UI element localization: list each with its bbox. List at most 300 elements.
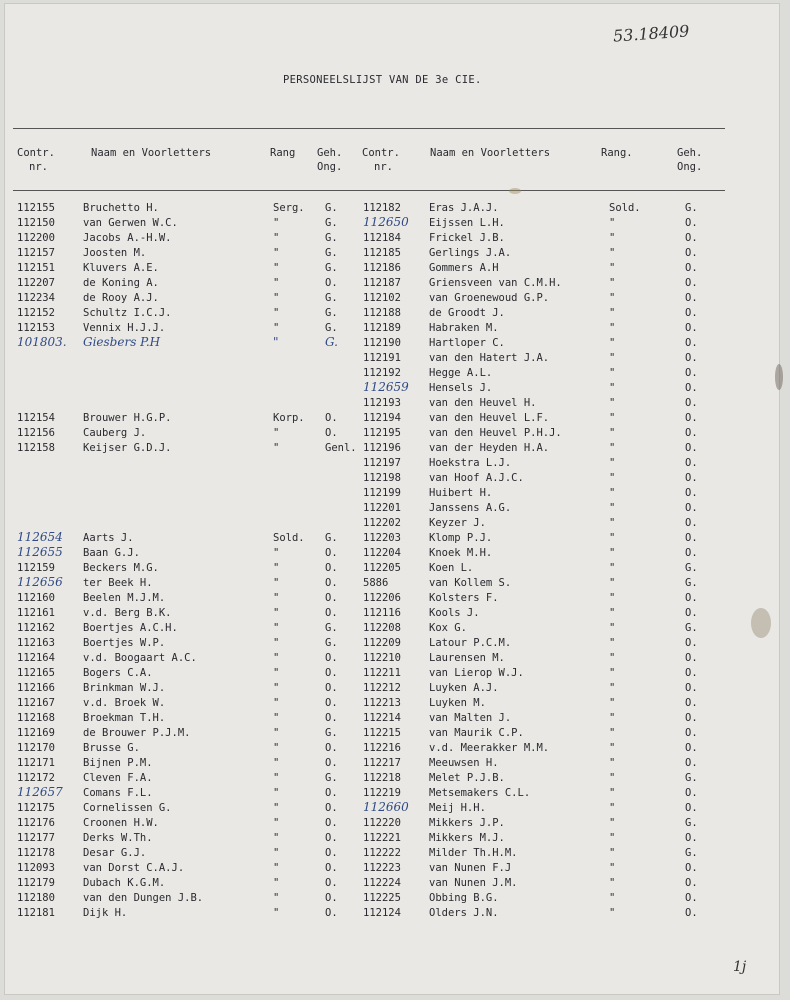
right-name: Kools J. [429, 607, 480, 619]
right-contr-nr: 112223 [363, 862, 401, 874]
right-contr-nr: 112215 [363, 727, 401, 739]
paper-stain [509, 188, 521, 194]
left-rank: " [273, 772, 280, 784]
right-rank: " [609, 382, 616, 394]
right-contr-nr: 112217 [363, 757, 401, 769]
left-contr-nr: 112151 [17, 262, 55, 274]
right-name: van Kollem S. [429, 577, 512, 589]
left-name: Beckers M.G. [83, 562, 159, 574]
left-marital-status: O. [325, 847, 338, 859]
left-marital-status: O. [325, 577, 338, 589]
right-contr-nr: 112208 [363, 622, 401, 634]
left-rank: " [273, 817, 280, 829]
left-name: Kluvers A.E. [83, 262, 159, 274]
left-rank: " [273, 547, 280, 559]
left-marital-status: G. [325, 292, 338, 304]
left-marital-status: O. [325, 427, 338, 439]
left-name: Cornelissen G. [83, 802, 172, 814]
right-contr-nr: 112184 [363, 232, 401, 244]
left-marital-status: O. [325, 892, 338, 904]
left-contr-nr: 112154 [17, 412, 55, 424]
left-contr-nr: 112156 [17, 427, 55, 439]
left-rank: " [273, 247, 280, 259]
left-contr-nr: 112176 [17, 817, 55, 829]
right-name: Hoekstra L.J. [429, 457, 512, 469]
left-marital-status: G. [325, 307, 338, 319]
left-contr-nr: 112169 [17, 727, 55, 739]
left-rank: " [273, 907, 280, 919]
left-name: van Gerwen W.C. [83, 217, 178, 229]
left-marital-status: O. [325, 832, 338, 844]
right-name: Luyken M. [429, 697, 486, 709]
right-marital-status: G. [685, 202, 698, 214]
left-name: Jacobs A.-H.W. [83, 232, 172, 244]
right-marital-status: G. [685, 772, 698, 784]
left-marital-status: G. [325, 322, 338, 334]
left-contr-nr: 112158 [17, 442, 55, 454]
right-marital-status: O. [685, 352, 698, 364]
right-contr-nr: 112194 [363, 412, 401, 424]
right-marital-status: O. [685, 337, 698, 349]
right-contr-nr: 112116 [363, 607, 401, 619]
left-rank: " [273, 232, 280, 244]
left-contr-nr: 112178 [17, 847, 55, 859]
right-marital-status: O. [685, 502, 698, 514]
left-name: Broekman T.H. [83, 712, 166, 724]
left-name: Bruchetto H. [83, 202, 159, 214]
left-rank: " [273, 217, 280, 229]
left-name: Cauberg J. [83, 427, 147, 439]
left-marital-status: O. [325, 547, 338, 559]
right-contr-nr: 112189 [363, 322, 401, 334]
left-contr-nr: 112157 [17, 247, 55, 259]
right-marital-status: G. [685, 817, 698, 829]
right-rank: " [609, 427, 616, 439]
right-name: Meij H.H. [429, 802, 486, 814]
right-marital-status: O. [685, 862, 698, 874]
right-rank: " [609, 877, 616, 889]
left-marital-status: O. [325, 412, 338, 424]
right-marital-status: O. [685, 367, 698, 379]
right-header-naam: Naam en Voorletters [430, 147, 551, 159]
left-name: Bogers C.A. [83, 667, 153, 679]
right-name: Gommers A.H [429, 262, 499, 274]
right-rank: " [609, 892, 616, 904]
right-rank: " [609, 487, 616, 499]
right-name: Laurensen M. [429, 652, 505, 664]
left-rank: " [273, 577, 280, 589]
right-name: Latour P.C.M. [429, 637, 512, 649]
left-marital-status: G. [325, 202, 338, 214]
right-rank: Sold. [609, 202, 641, 214]
right-rank: " [609, 772, 616, 784]
left-name: Boertjes A.C.H. [83, 622, 178, 634]
right-name: Habraken M. [429, 322, 499, 334]
right-name: van Lierop W.J. [429, 667, 524, 679]
left-rank: " [273, 847, 280, 859]
left-marital-status: O. [325, 652, 338, 664]
left-marital-status: G. [325, 247, 338, 259]
right-name: Huibert H. [429, 487, 493, 499]
left-contr-nr: 112161 [17, 607, 55, 619]
right-contr-nr: 112195 [363, 427, 401, 439]
left-contr-nr: 112159 [17, 562, 55, 574]
left-contr-nr: 112657 [17, 785, 63, 799]
right-rank: " [609, 802, 616, 814]
left-rank: " [273, 742, 280, 754]
archive-reference-note: 53.18409 [612, 21, 690, 46]
right-contr-nr: 112193 [363, 397, 401, 409]
right-contr-nr: 112203 [363, 532, 401, 544]
left-name: v.d. Boogaart A.C. [83, 652, 197, 664]
left-rank: " [273, 277, 280, 289]
right-marital-status: O. [685, 232, 698, 244]
right-rank: " [609, 262, 616, 274]
right-marital-status: O. [685, 742, 698, 754]
document-page [4, 3, 780, 995]
right-name: van Maurik C.P. [429, 727, 524, 739]
right-rank: " [609, 532, 616, 544]
left-marital-status: O. [325, 277, 338, 289]
right-marital-status: O. [685, 907, 698, 919]
right-contr-nr: 112220 [363, 817, 401, 829]
paper-stain [775, 364, 783, 390]
right-marital-status: O. [685, 607, 698, 619]
right-name: van den Heuvel L.F. [429, 412, 550, 424]
right-name: van Malten J. [429, 712, 512, 724]
left-name: Bijnen P.M. [83, 757, 153, 769]
left-name: Brouwer H.G.P. [83, 412, 172, 424]
left-marital-status: G. [325, 335, 338, 349]
left-rank: " [273, 667, 280, 679]
right-name: Hartloper C. [429, 337, 505, 349]
right-contr-nr: 112205 [363, 562, 401, 574]
right-contr-nr: 5886 [363, 577, 389, 589]
left-name: v.d. Broek W. [83, 697, 166, 709]
right-header-geh: Geh. Ong. [677, 147, 703, 173]
right-marital-status: O. [685, 592, 698, 604]
left-contr-nr: 112164 [17, 652, 55, 664]
left-marital-status: O. [325, 862, 338, 874]
right-rank: " [609, 412, 616, 424]
right-contr-nr: 112650 [363, 215, 409, 229]
left-name: Vennix H.J.J. [83, 322, 166, 334]
right-name: Griensveen van C.M.H. [429, 277, 562, 289]
left-contr-nr: 112179 [17, 877, 55, 889]
left-rank: " [273, 757, 280, 769]
left-name: Derks W.Th. [83, 832, 153, 844]
right-header-contr: Contr. nr. [362, 147, 400, 173]
right-name: van Groenewoud G.P. [429, 292, 550, 304]
left-name: Cleven F.A. [83, 772, 153, 784]
left-rank: " [273, 682, 280, 694]
right-contr-nr: 112206 [363, 592, 401, 604]
left-name: Croonen H.W. [83, 817, 159, 829]
right-marital-status: O. [685, 397, 698, 409]
right-rank: " [609, 307, 616, 319]
right-contr-nr: 112660 [363, 800, 409, 814]
right-name: Klomp P.J. [429, 532, 493, 544]
right-marital-status: O. [685, 307, 698, 319]
left-contr-nr: 112175 [17, 802, 55, 814]
left-marital-status: O. [325, 742, 338, 754]
left-contr-nr: 112160 [17, 592, 55, 604]
left-marital-status: O. [325, 682, 338, 694]
left-marital-status: G. [325, 232, 338, 244]
right-rank: " [609, 817, 616, 829]
header-top-rule [13, 128, 725, 129]
right-contr-nr: 112659 [363, 380, 409, 394]
left-marital-status: O. [325, 697, 338, 709]
left-name: Baan G.J. [83, 547, 140, 559]
right-name: Meeuwsen H. [429, 757, 499, 769]
left-contr-nr: 112093 [17, 862, 55, 874]
right-marital-status: O. [685, 247, 698, 259]
left-rank: " [273, 292, 280, 304]
left-name: van Dorst C.A.J. [83, 862, 185, 874]
left-header-rang: Rang [270, 147, 296, 159]
left-rank: " [273, 787, 280, 799]
right-contr-nr: 112210 [363, 652, 401, 664]
left-header-naam: Naam en Voorletters [91, 147, 212, 159]
left-contr-nr: 112150 [17, 217, 55, 229]
left-contr-nr: 112171 [17, 757, 55, 769]
right-rank: " [609, 862, 616, 874]
right-contr-nr: 112191 [363, 352, 401, 364]
left-rank: Sold. [273, 532, 305, 544]
left-rank: " [273, 622, 280, 634]
right-rank: " [609, 292, 616, 304]
right-name: van Nunen F.J [429, 862, 512, 874]
left-rank: " [273, 697, 280, 709]
right-marital-status: O. [685, 262, 698, 274]
right-rank: " [609, 652, 616, 664]
right-rank: " [609, 637, 616, 649]
right-marital-status: O. [685, 322, 698, 334]
left-name: Schultz I.C.J. [83, 307, 172, 319]
left-rank: " [273, 892, 280, 904]
right-name: Knoek M.H. [429, 547, 493, 559]
right-marital-status: O. [685, 457, 698, 469]
right-rank: " [609, 832, 616, 844]
left-rank: " [273, 442, 280, 454]
right-rank: " [609, 682, 616, 694]
left-contr-nr: 112166 [17, 682, 55, 694]
right-name: van der Heyden H.A. [429, 442, 550, 454]
right-name: Metsemakers C.L. [429, 787, 531, 799]
left-name: Boertjes W.P. [83, 637, 166, 649]
right-contr-nr: 112192 [363, 367, 401, 379]
right-marital-status: O. [685, 277, 698, 289]
left-name: ter Beek H. [83, 577, 153, 589]
left-name: Aarts J. [83, 532, 134, 544]
right-rank: " [609, 517, 616, 529]
left-name: Comans F.L. [83, 787, 153, 799]
left-marital-status: G. [325, 262, 338, 274]
left-marital-status: O. [325, 802, 338, 814]
right-marital-status: O. [685, 832, 698, 844]
right-name: Eijssen L.H. [429, 217, 505, 229]
right-name: Frickel J.B. [429, 232, 505, 244]
left-name: de Rooy A.J. [83, 292, 159, 304]
left-rank: " [273, 652, 280, 664]
right-rank: " [609, 457, 616, 469]
left-contr-nr: 112181 [17, 907, 55, 919]
right-rank: " [609, 322, 616, 334]
right-marital-status: O. [685, 517, 698, 529]
left-contr-nr: 112177 [17, 832, 55, 844]
left-contr-nr: 112207 [17, 277, 55, 289]
right-contr-nr: 112202 [363, 517, 401, 529]
right-name: Olders J.N. [429, 907, 499, 919]
left-contr-nr: 112234 [17, 292, 55, 304]
left-marital-status: O. [325, 907, 338, 919]
right-contr-nr: 112222 [363, 847, 401, 859]
left-name: v.d. Berg B.K. [83, 607, 172, 619]
left-contr-nr: 101803. [17, 335, 67, 349]
left-contr-nr: 112656 [17, 575, 63, 589]
left-rank: " [273, 637, 280, 649]
right-name: v.d. Meerakker M.M. [429, 742, 550, 754]
left-name: Desar G.J. [83, 847, 147, 859]
left-contr-nr: 112655 [17, 545, 63, 559]
right-marital-status: G. [685, 622, 698, 634]
right-name: Keyzer J. [429, 517, 486, 529]
right-contr-nr: 112102 [363, 292, 401, 304]
right-rank: " [609, 607, 616, 619]
left-rank: " [273, 862, 280, 874]
left-marital-status: O. [325, 877, 338, 889]
paper-stain [751, 608, 771, 638]
right-name: Janssens A.G. [429, 502, 512, 514]
left-rank: " [273, 335, 279, 349]
right-rank: " [609, 397, 616, 409]
right-name: Kox G. [429, 622, 467, 634]
right-contr-nr: 112204 [363, 547, 401, 559]
right-marital-status: O. [685, 787, 698, 799]
header-bottom-rule [13, 190, 725, 191]
right-marital-status: O. [685, 532, 698, 544]
right-rank: " [609, 247, 616, 259]
right-marital-status: O. [685, 472, 698, 484]
left-marital-status: O. [325, 757, 338, 769]
left-contr-nr: 112152 [17, 307, 55, 319]
left-name: Keijser G.D.J. [83, 442, 172, 454]
left-name: Dijk H. [83, 907, 128, 919]
left-contr-nr: 112180 [17, 892, 55, 904]
left-rank: " [273, 307, 280, 319]
left-header-contr: Contr. nr. [17, 147, 55, 173]
left-name: Brinkman W.J. [83, 682, 166, 694]
right-contr-nr: 112221 [363, 832, 401, 844]
left-contr-nr: 112153 [17, 322, 55, 334]
left-name: de Brouwer P.J.M. [83, 727, 191, 739]
right-rank: " [609, 352, 616, 364]
left-name: de Koning A. [83, 277, 159, 289]
right-contr-nr: 112214 [363, 712, 401, 724]
right-contr-nr: 112212 [363, 682, 401, 694]
left-name: Dubach K.G.M. [83, 877, 166, 889]
right-contr-nr: 112219 [363, 787, 401, 799]
left-rank: " [273, 712, 280, 724]
right-name: van Hoof A.J.C. [429, 472, 524, 484]
left-name: Joosten M. [83, 247, 147, 259]
right-contr-nr: 112182 [363, 202, 401, 214]
right-rank: " [609, 337, 616, 349]
right-contr-nr: 112209 [363, 637, 401, 649]
left-contr-nr: 112163 [17, 637, 55, 649]
right-rank: " [609, 472, 616, 484]
right-rank: " [609, 907, 616, 919]
right-marital-status: O. [685, 637, 698, 649]
left-marital-status: O. [325, 562, 338, 574]
left-marital-status: O. [325, 817, 338, 829]
right-contr-nr: 112213 [363, 697, 401, 709]
left-marital-status: G. [325, 532, 338, 544]
right-contr-nr: 112211 [363, 667, 401, 679]
right-name: van den Heuvel P.H.J. [429, 427, 562, 439]
left-marital-status: G. [325, 622, 338, 634]
right-marital-status: O. [685, 712, 698, 724]
right-rank: " [609, 277, 616, 289]
right-contr-nr: 112225 [363, 892, 401, 904]
right-rank: " [609, 502, 616, 514]
left-contr-nr: 112200 [17, 232, 55, 244]
left-marital-status: G. [325, 727, 338, 739]
right-marital-status: O. [685, 217, 698, 229]
left-contr-nr: 112155 [17, 202, 55, 214]
right-name: Koen L. [429, 562, 474, 574]
right-rank: " [609, 622, 616, 634]
right-name: Mikkers J.P. [429, 817, 505, 829]
left-marital-status: O. [325, 712, 338, 724]
left-contr-nr: 112162 [17, 622, 55, 634]
left-rank: " [273, 832, 280, 844]
right-rank: " [609, 547, 616, 559]
left-contr-nr: 112168 [17, 712, 55, 724]
right-rank: " [609, 847, 616, 859]
left-contr-nr: 112170 [17, 742, 55, 754]
left-rank: " [273, 727, 280, 739]
left-rank: " [273, 802, 280, 814]
right-contr-nr: 112216 [363, 742, 401, 754]
left-rank: " [273, 322, 280, 334]
right-marital-status: O. [685, 427, 698, 439]
right-rank: " [609, 727, 616, 739]
left-rank: Korp. [273, 412, 305, 424]
right-contr-nr: 112190 [363, 337, 401, 349]
right-name: Kolsters F. [429, 592, 499, 604]
right-name: van Nunen J.M. [429, 877, 518, 889]
right-marital-status: O. [685, 412, 698, 424]
right-name: van den Hatert J.A. [429, 352, 550, 364]
right-marital-status: O. [685, 757, 698, 769]
right-marital-status: O. [685, 892, 698, 904]
left-header-geh: Geh. Ong. [317, 147, 343, 173]
right-rank: " [609, 697, 616, 709]
right-rank: " [609, 592, 616, 604]
right-contr-nr: 112188 [363, 307, 401, 319]
left-rank: Serg. [273, 202, 305, 214]
right-name: Hegge A.L. [429, 367, 493, 379]
right-rank: " [609, 577, 616, 589]
right-marital-status: O. [685, 652, 698, 664]
right-rank: " [609, 667, 616, 679]
right-contr-nr: 112198 [363, 472, 401, 484]
left-name: Giesbers P.H [83, 335, 161, 349]
right-marital-status: O. [685, 667, 698, 679]
left-marital-status: O. [325, 787, 338, 799]
